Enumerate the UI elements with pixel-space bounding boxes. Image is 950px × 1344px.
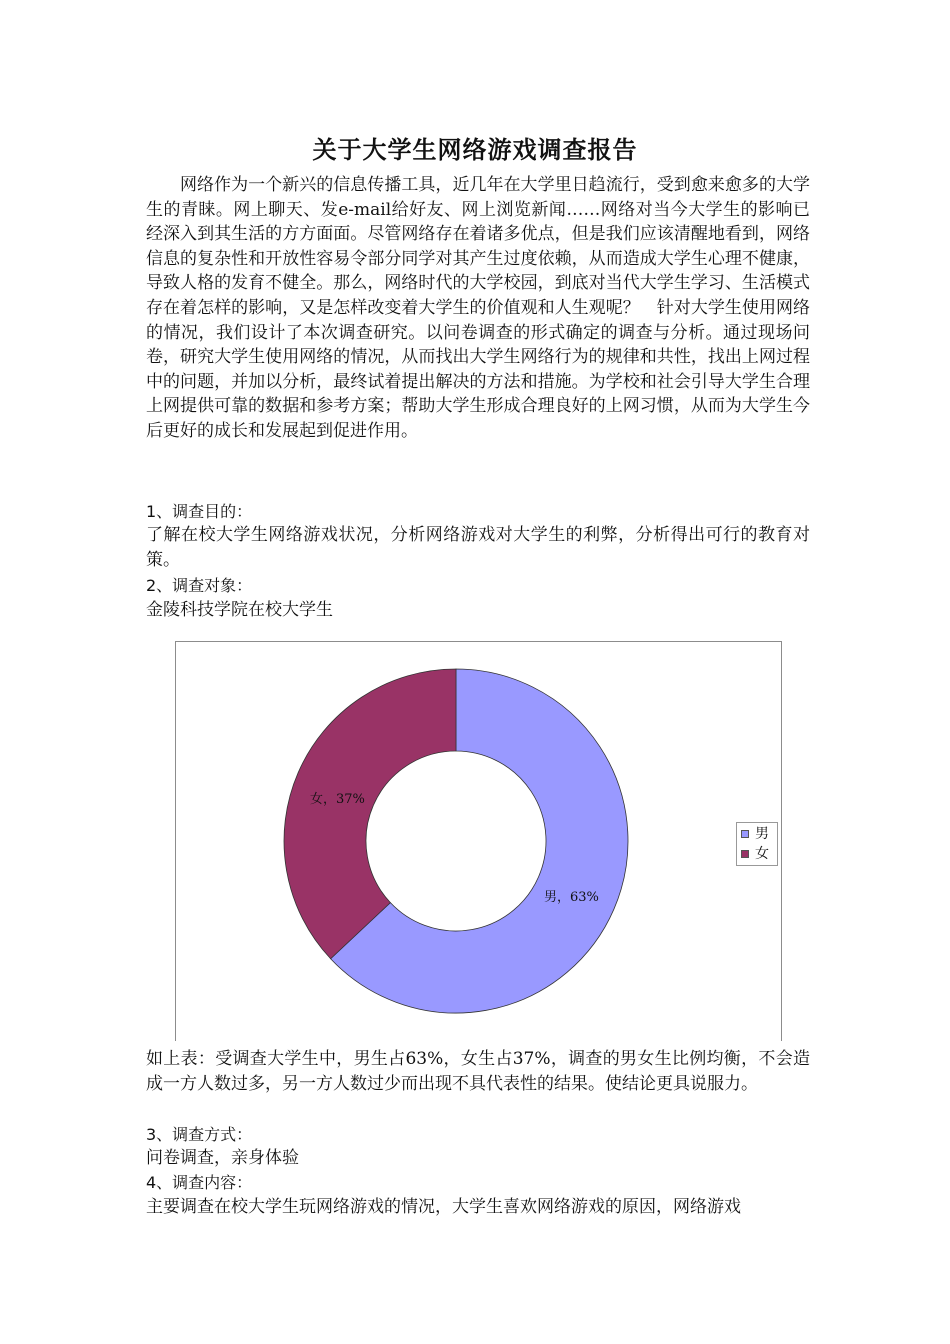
legend-swatch-male	[741, 830, 749, 838]
target-heading: 2、调查对象：	[146, 576, 253, 595]
method-text: 问卷调查，亲身体验	[146, 1148, 299, 1168]
chart-canvas	[176, 642, 783, 1042]
legend-label-female: 女	[755, 846, 769, 862]
legend-item-male	[741, 824, 777, 844]
content-heading: 4、调查内容：	[146, 1173, 253, 1192]
content-text: 主要调查在校大学生玩网络游戏的情况，大学生喜欢网络游戏的原因，网络游戏	[146, 1197, 741, 1217]
doughnut-chart	[175, 641, 782, 1041]
chart-note: 如上表：受调查大学生中，男生占63%，女生占37%，调查的男女生比例均衡，不会造成一方人数过多，另一方人数过少而出现不具代表性的结果。使结论更具说服力。	[146, 1049, 810, 1094]
method-heading: 3、调查方式：	[146, 1125, 253, 1144]
legend-swatch-female	[741, 850, 749, 858]
slice-female	[284, 669, 456, 959]
purpose-heading: 1、调查目的：	[146, 502, 253, 521]
data-label-female: 女，37%	[310, 792, 365, 807]
chart-legend	[736, 822, 778, 866]
target-text: 金陵科技学院在校大学生	[146, 600, 333, 620]
intro-paragraph: 网络作为一个新兴的信息传播工具，近几年在大学里日趋流行，受到愈来愈多的大学生的青睐。网上聊天、发e-mail给好友、网上浏览新闻……网络对当今大学生的影响已经深入到其生活的方方面面。尽管网络存在着诸多优点，但是我们应该清醒地看到，网络信息的复杂性和开放性容易令部分同学对其产生过度依赖，从而造成大学生心理不健康，导致人格的发育不健全。那么，网络时代的大学校园，到底对当代大学生学习、生活模式存在着怎样的影响，又是怎样改变着大学生的价值观和人生观呢？ 针对大学生使用网络的情况，我们设计了本次调查研究。以问卷调查的形式确定的调查与分析。通过现场问卷，研究大学生使用网络的情况，从而找出大学生网络行为的规律和共性，找出上网过程中的问题，并加以分析，最终试着提出解决的方法和措施。为学校和社会引导大学生合理上网提供可靠的数据和参考方案；帮助大学生形成合理良好的上网习惯，从而为大学生今后更好的成长和发展起到促进作用。	[146, 175, 810, 441]
purpose-text: 了解在校大学生网络游戏状况，分析网络游戏对大学生的利弊，分析得出可行的教育对策。	[146, 525, 810, 570]
page-title: 关于大学生网络游戏调查报告	[312, 136, 638, 164]
legend-label-male: 男	[755, 826, 769, 842]
legend-item-female	[741, 844, 777, 864]
data-label-male: 男，63%	[544, 890, 599, 905]
